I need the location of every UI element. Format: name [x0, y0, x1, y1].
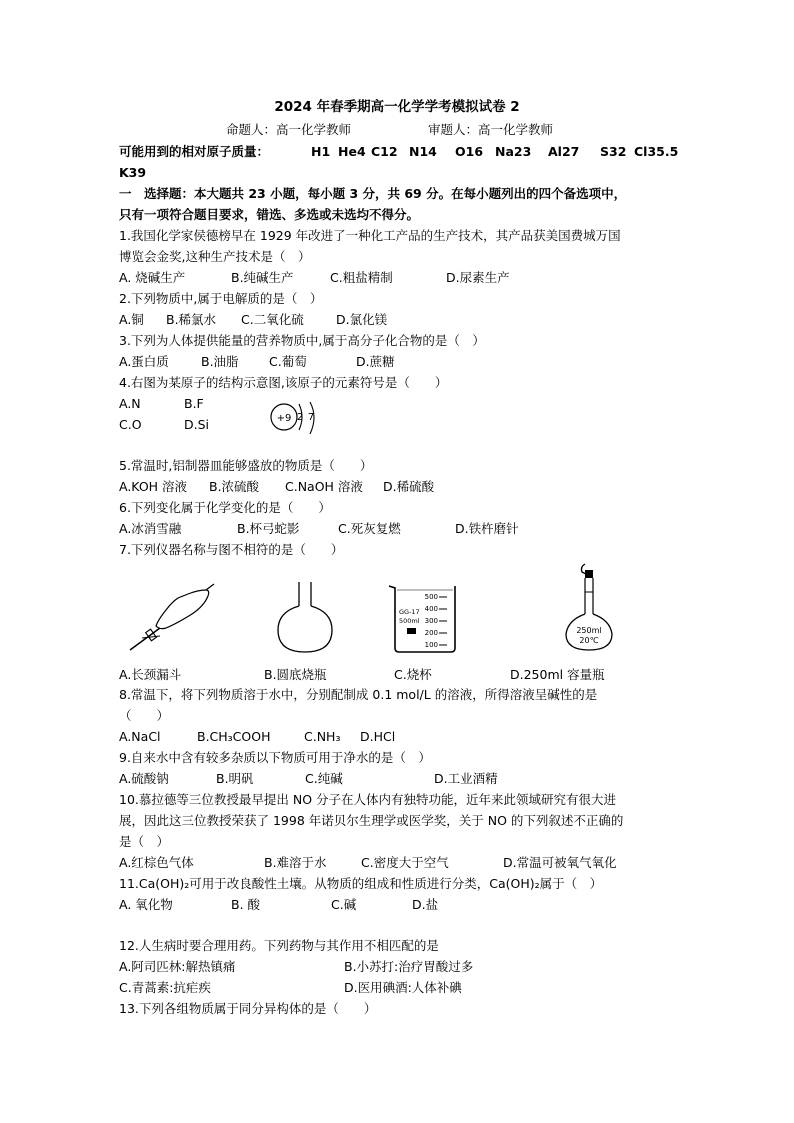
q10-option-b[interactable]: B.难溶于水 — [264, 855, 327, 870]
question-6-stem: 6.下列变化属于化学变化的是（ ） — [119, 500, 331, 515]
q8-option-b[interactable]: B.CH₃COOH — [197, 729, 271, 744]
q1-option-a[interactable]: A. 烧碱生产 — [119, 270, 186, 285]
question-8-stem-cont: （ ） — [119, 708, 170, 723]
q3-option-c[interactable]: C.葡萄 — [269, 354, 307, 369]
mass-item: N14 — [409, 144, 437, 159]
question-9-stem: 9.自来水中含有较多杂质以下物质可用于净水的是（ ） — [119, 750, 431, 765]
q3-option-d[interactable]: D.蔗糖 — [356, 354, 395, 369]
q12-option-b[interactable]: B.小苏打:治疗胃酸过多 — [344, 959, 474, 974]
q1-option-b[interactable]: B.纯碱生产 — [231, 270, 294, 285]
q6-option-c[interactable]: C.死灰复燃 — [338, 521, 401, 536]
question-5-stem: 5.常温时,铝制器皿能够盛放的物质是（ ） — [119, 458, 373, 473]
round-bottom-flask-figure — [270, 580, 340, 656]
question-10-stem-end: 是（ ） — [119, 834, 170, 849]
q7-option-c[interactable]: C.烧杯 — [394, 667, 432, 682]
q9-option-b[interactable]: B.明矾 — [216, 771, 254, 786]
q2-option-a[interactable]: A.铜 — [119, 312, 144, 327]
q7-option-d[interactable]: D.250ml 容量瓶 — [510, 667, 605, 682]
question-13-stem: 13.下列各组物质属于同分异构体的是（ ） — [119, 1001, 377, 1016]
question-3-stem: 3.下列为人体提供能量的营养物质中,属于高分子化合物的是（ ） — [119, 333, 485, 348]
q3-option-b[interactable]: B.油脂 — [201, 354, 239, 369]
q9-option-a[interactable]: A.硫酸钠 — [119, 771, 169, 786]
q12-option-c[interactable]: C.青蒿素:抗疟疾 — [119, 980, 211, 995]
question-10-stem-cont: 展，因此这三位教授荣获了 1998 年诺贝尔生理学或医学奖，关于 NO 的下列叙述不正确的 — [119, 813, 624, 828]
q11-option-b[interactable]: B. 酸 — [231, 897, 261, 912]
section-heading-cont: 只有一项符合题目要求，错选、多选或未选均不得分。 — [119, 207, 420, 222]
atom-structure-diagram — [268, 398, 324, 440]
q8-option-c[interactable]: C.NH₃ — [304, 729, 341, 744]
beaker-mark: 400 — [424, 605, 438, 613]
mass-item: He4 — [338, 144, 366, 159]
mass-item: C12 — [371, 144, 398, 159]
q8-option-a[interactable]: A.NaCl — [119, 729, 161, 744]
q9-option-d[interactable]: D.工业酒精 — [434, 771, 498, 786]
q12-option-a[interactable]: A.阿司匹林:解热镇痛 — [119, 959, 236, 974]
nucleus-charge: +9 — [276, 413, 292, 424]
question-2-stem: 2.下列物质中,属于电解质的是（ ） — [119, 291, 323, 306]
beaker-mark: 500 — [424, 593, 438, 601]
q1-option-c[interactable]: C.粗盐精制 — [330, 270, 393, 285]
beaker-mark: 100 — [424, 641, 438, 649]
beaker-mark: 200 — [424, 629, 438, 637]
setter-credit: 命题人：高一化学教师 — [226, 122, 352, 137]
shell-electron-count: 2 — [296, 412, 304, 423]
q11-option-d[interactable]: D.盐 — [412, 897, 439, 912]
q4-option-a[interactable]: A.N — [119, 396, 141, 411]
question-4-stem: 4.右图为某原子的结构示意图,该原子的元素符号是（ ） — [119, 375, 448, 390]
q5-option-a[interactable]: A.KOH 溶液 — [119, 479, 188, 494]
question-1-stem: 1.我国化学家侯德榜早在 1929 年改进了一种化工产品的生产技术，其产品获美国费城万国 — [119, 228, 621, 243]
question-1-stem-cont: 博览会金奖,这种生产技术是（ ） — [119, 249, 311, 264]
mass-item: H1 — [311, 144, 331, 159]
q10-option-a[interactable]: A.红棕色气体 — [119, 855, 194, 870]
mass-item: Al27 — [548, 144, 580, 159]
q1-option-d[interactable]: D.尿素生产 — [446, 270, 510, 285]
mass-item: Cl35.5 — [634, 144, 679, 159]
q8-option-d[interactable]: D.HCl — [360, 729, 396, 744]
q7-option-b[interactable]: B.圆底烧瓶 — [264, 667, 327, 682]
q4-option-c[interactable]: C.O — [119, 417, 142, 432]
q11-option-a[interactable]: A. 氧化物 — [119, 897, 173, 912]
beaker-label: 500ml — [399, 617, 420, 625]
shell-electron-count: 7 — [307, 412, 315, 423]
q6-option-d[interactable]: D.铁杵磨针 — [455, 521, 519, 536]
question-8-stem: 8.常温下，将下列物质溶于水中，分别配制成 0.1 mol/L 的溶液，所得溶液呈碱性的是 — [119, 687, 598, 702]
flask-label: 250ml — [576, 626, 602, 635]
question-12-stem: 12.人生病时要合理用药。下列药物与其作用不相匹配的是 — [119, 938, 439, 953]
q7-option-a[interactable]: A.长颈漏斗 — [119, 667, 182, 682]
question-7-stem: 7.下列仪器名称与图不相符的是（ ） — [119, 542, 344, 557]
volumetric-flask-figure — [560, 562, 622, 658]
q9-option-c[interactable]: C.纯碱 — [305, 771, 343, 786]
question-11-stem: 11.Ca(OH)₂可用于改良酸性土壤。从物质的组成和性质进行分类，Ca(OH)₂属于（ ） — [119, 876, 603, 891]
q2-option-d[interactable]: D.氯化镁 — [336, 312, 388, 327]
beaker-label: GG-17 — [399, 608, 420, 616]
beaker-mark: 300 — [424, 617, 438, 625]
beaker-figure — [385, 578, 467, 658]
q4-option-b[interactable]: B.F — [184, 396, 204, 411]
q4-option-d[interactable]: D.Si — [184, 417, 210, 432]
q10-option-d[interactable]: D.常温可被氧气氧化 — [503, 855, 617, 870]
q2-option-c[interactable]: C.二氧化硫 — [241, 312, 304, 327]
q6-option-b[interactable]: B.杯弓蛇影 — [237, 521, 300, 536]
q11-option-c[interactable]: C.碱 — [331, 897, 357, 912]
reviewer-credit: 审题人：高一化学教师 — [428, 122, 554, 137]
mass-item: O16 — [455, 144, 484, 159]
masses-label: 可能用到的相对原子质量： — [119, 144, 270, 159]
masses-continued: K39 — [119, 165, 147, 180]
section-heading: 一 选择题：本大题共 23 小题，每小题 3 分，共 69 分。在每小题列出的四个备选项中， — [119, 186, 627, 201]
q6-option-a[interactable]: A.冰消雪融 — [119, 521, 182, 536]
q5-option-d[interactable]: D.稀硫酸 — [383, 479, 435, 494]
q5-option-c[interactable]: C.NaOH 溶液 — [285, 479, 363, 494]
mass-item: Na23 — [495, 144, 532, 159]
q5-option-b[interactable]: B.浓硫酸 — [209, 479, 260, 494]
q2-option-b[interactable]: B.稀氯水 — [166, 312, 217, 327]
q3-option-a[interactable]: A.蛋白质 — [119, 354, 169, 369]
q10-option-c[interactable]: C.密度大于空气 — [361, 855, 449, 870]
exam-title: 2024 年春季期高一化学学考模拟试卷 2 — [274, 99, 520, 115]
q12-option-d[interactable]: D.医用碘酒:人体补碘 — [344, 980, 462, 995]
separatory-funnel-figure — [120, 578, 220, 656]
question-10-stem: 10.慕拉德等三位教授最早提出 NO 分子在人体内有独特功能，近年来此领域研究有很大进 — [119, 792, 617, 807]
mass-item: S32 — [600, 144, 627, 159]
flask-label: 20℃ — [579, 636, 599, 645]
